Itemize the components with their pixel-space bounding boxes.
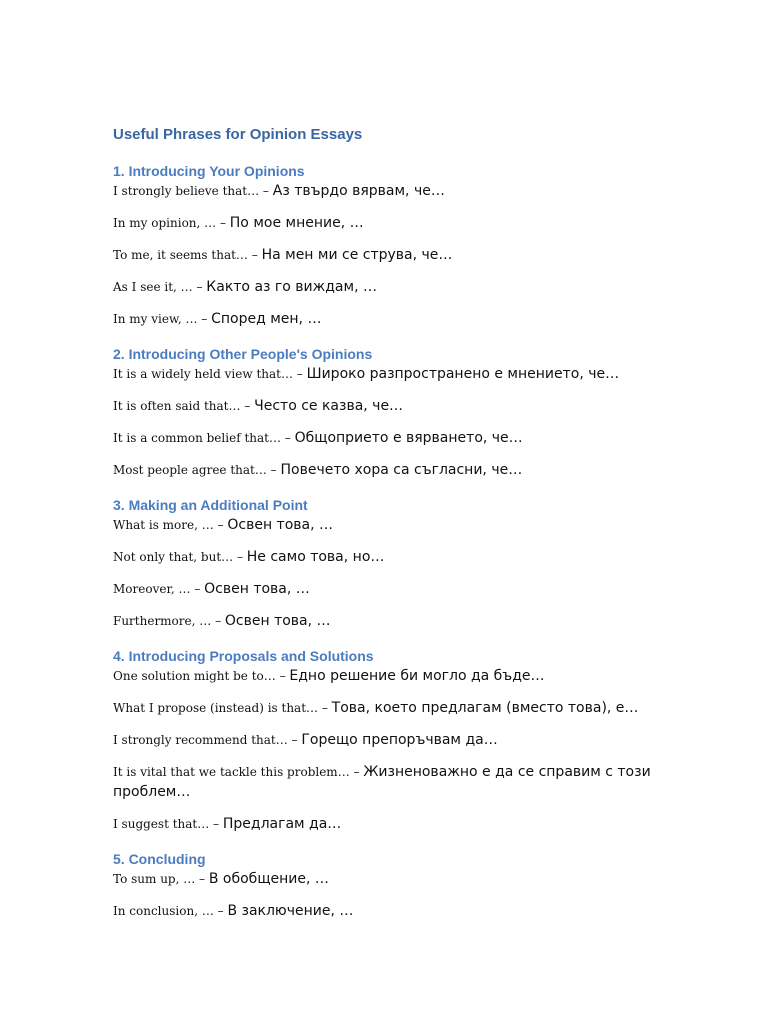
english-phrase: I strongly recommend that… – xyxy=(113,733,302,747)
bulgarian-translation: Повечето хора са съгласни, че… xyxy=(280,462,523,478)
phrase-item xyxy=(113,515,653,535)
english-phrase: I strongly believe that… – xyxy=(113,184,273,198)
english-phrase: It is a widely held view that… – xyxy=(113,367,307,381)
english-phrase: Not only that, but… – xyxy=(113,550,247,564)
phrase-item xyxy=(113,579,653,599)
phrase-item xyxy=(113,309,653,329)
english-phrase: Furthermore, … – xyxy=(113,614,225,628)
section-heading: 5. Concluding xyxy=(113,851,206,867)
section-introducing-other-opinions xyxy=(113,344,653,480)
bulgarian-translation: Общоприето е вярването, че… xyxy=(294,430,523,446)
phrase-item xyxy=(113,213,653,233)
phrase-item xyxy=(113,364,653,384)
bulgarian-translation: По мое мнение, … xyxy=(229,215,364,231)
phrase-item xyxy=(113,396,653,416)
phrase-item xyxy=(113,428,653,448)
english-phrase: To sum up, … – xyxy=(113,872,209,886)
phrase-item xyxy=(113,547,653,567)
bulgarian-translation: Освен това, … xyxy=(224,613,331,629)
section-proposals-solutions xyxy=(113,646,653,834)
english-phrase: It is vital that we tackle this problem… – xyxy=(113,765,364,779)
phrase-item xyxy=(113,762,653,802)
phrase-item xyxy=(113,814,653,834)
bulgarian-translation: В заключение, … xyxy=(227,903,354,919)
bulgarian-translation: Според мен, … xyxy=(211,311,322,327)
phrase-item xyxy=(113,869,653,889)
english-phrase: As I see it, … – xyxy=(113,280,207,294)
phrase-item xyxy=(113,245,653,265)
bulgarian-translation: В обобщение, … xyxy=(208,871,329,887)
phrase-item xyxy=(113,460,653,480)
bulgarian-translation: Както аз го виждам, … xyxy=(206,279,377,295)
english-phrase: In my opinion, … – xyxy=(113,216,230,230)
document-title: Useful Phrases for Opinion Essays xyxy=(113,126,363,143)
english-phrase: What I propose (instead) is that… – xyxy=(113,701,332,715)
english-phrase: In conclusion, … – xyxy=(113,904,228,918)
bulgarian-translation: Често се казва, че… xyxy=(254,398,404,414)
bulgarian-translation: Жизненоважно е да се справим с този проблем… xyxy=(113,764,651,800)
phrase-item xyxy=(113,181,653,201)
phrase-item xyxy=(113,611,653,631)
english-phrase: I suggest that… – xyxy=(113,817,223,831)
section-heading: 4. Introducing Proposals and Solutions xyxy=(113,648,374,664)
english-phrase: One solution might be to… – xyxy=(113,669,290,683)
phrase-item xyxy=(113,666,653,686)
section-heading: 2. Introducing Other People's Opinions xyxy=(113,346,373,362)
section-heading: 3. Making an Additional Point xyxy=(113,497,308,513)
section-additional-point xyxy=(113,495,653,631)
english-phrase: It is often said that… – xyxy=(113,399,255,413)
bulgarian-translation: Освен това, … xyxy=(204,581,310,597)
english-phrase: It is a common belief that… – xyxy=(113,431,295,445)
phrase-item xyxy=(113,277,653,297)
bulgarian-translation: Освен това, … xyxy=(227,517,334,533)
bulgarian-translation: На мен ми се струва, че… xyxy=(261,247,453,263)
bulgarian-translation: Това, което предлагам (вместо това), е… xyxy=(331,700,639,716)
english-phrase: Most people agree that… – xyxy=(113,463,281,477)
bulgarian-translation: Аз твърдо вярвам, че… xyxy=(272,183,445,199)
section-concluding xyxy=(113,849,653,921)
english-phrase: Moreover, … – xyxy=(113,582,205,596)
bulgarian-translation: Предлагам да… xyxy=(222,816,342,832)
bulgarian-translation: Не само това, но… xyxy=(246,549,385,565)
document-page xyxy=(113,124,653,936)
phrase-item xyxy=(113,730,653,750)
english-phrase: What is more, … – xyxy=(113,518,228,532)
bulgarian-translation: Едно решение би могло да бъде… xyxy=(289,668,545,684)
section-heading: 1. Introducing Your Opinions xyxy=(113,163,305,179)
phrase-item xyxy=(113,901,653,921)
english-phrase: To me, it seems that… – xyxy=(113,248,262,262)
phrase-item xyxy=(113,698,653,718)
bulgarian-translation: Горещо препоръчвам да… xyxy=(301,732,498,748)
section-introducing-your-opinions xyxy=(113,161,653,329)
english-phrase: In my view, … – xyxy=(113,312,212,326)
bulgarian-translation: Широко разпространено е мнението, че… xyxy=(306,366,620,382)
